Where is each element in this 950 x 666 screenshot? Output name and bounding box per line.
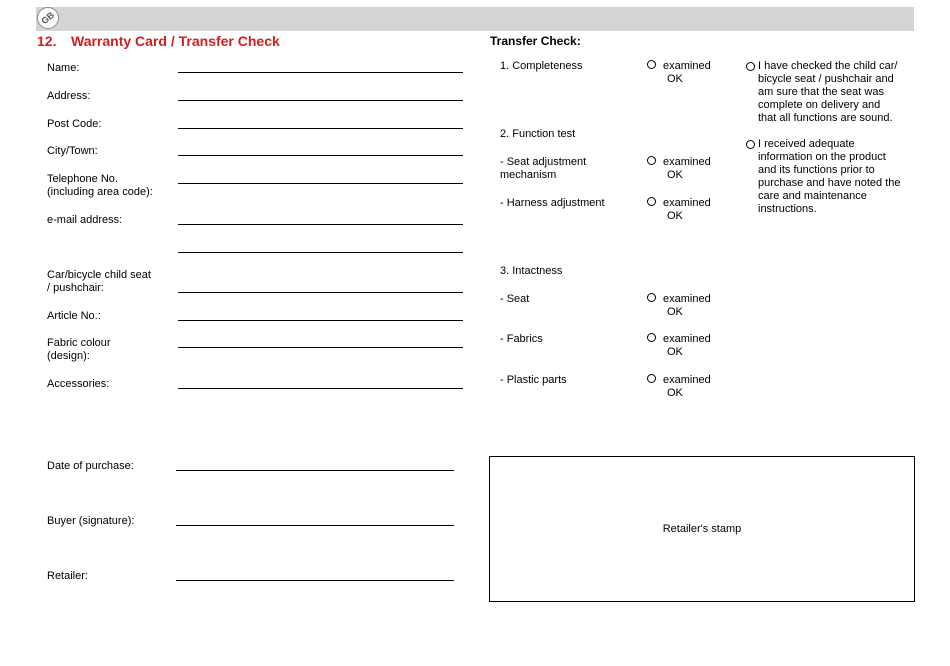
statement-checked-seat[interactable]: I have checked the child car/ bicycle seat / pushchair and am sure that the seat was complete on delivery and that all functions are sound. [746, 60, 916, 125]
seat-adjustment-label: - Seat adjustment [500, 156, 587, 168]
accessories-label: Accessories: [47, 378, 110, 390]
circle-checkbox-icon[interactable] [746, 62, 755, 71]
city-input-line[interactable] [178, 155, 463, 156]
telephone-label: Telephone No. [47, 173, 118, 185]
product-input-line[interactable] [178, 292, 463, 293]
telephone-label-note: (including area code): [47, 186, 153, 198]
fabric-colour-input-line[interactable] [178, 347, 463, 348]
statement-received-information[interactable]: I received adequate information on the product and its functions prior to purchase and have noted the care and maintenance instructions. [746, 138, 916, 216]
plastic-parts-checkbox[interactable]: examined OK [647, 374, 711, 400]
product-label-2: / pushchair: [47, 282, 104, 294]
buyer-signature-label: Buyer (signature): [47, 515, 135, 527]
harness-adjustment-checkbox[interactable]: examined OK [647, 197, 711, 223]
post-code-input-line[interactable] [178, 128, 463, 129]
completeness-heading: 1. Completeness [500, 60, 583, 72]
email-label: e-mail address: [47, 214, 123, 226]
header-bar [36, 7, 914, 31]
email-input-line-2[interactable] [178, 252, 463, 253]
plastic-parts-label: - Plastic parts [500, 374, 567, 386]
retailer-input-line[interactable] [176, 580, 454, 581]
retailer-stamp-label: Retailer's stamp [662, 523, 742, 535]
circle-checkbox-icon[interactable] [647, 374, 656, 383]
harness-adjustment-label: - Harness adjustment [500, 197, 605, 209]
seat-label: - Seat [500, 293, 530, 305]
date-of-purchase-label: Date of purchase: [47, 460, 134, 472]
transfer-check-title: Transfer Check: [490, 34, 581, 48]
circle-checkbox-icon[interactable] [647, 156, 656, 165]
accessories-input-line[interactable] [178, 388, 463, 389]
circle-checkbox-icon[interactable] [647, 293, 656, 302]
address-input-line[interactable] [178, 100, 463, 101]
fabric-colour-label-2: (design): [47, 350, 90, 362]
seat-adjustment-label-2: mechanism [500, 169, 557, 181]
circle-checkbox-icon[interactable] [647, 197, 656, 206]
email-input-line[interactable] [178, 224, 463, 225]
post-code-label: Post Code: [47, 118, 102, 130]
seat-adjustment-checkbox[interactable]: examined OK [647, 156, 711, 182]
section-number: 12. [37, 33, 57, 49]
seat-checkbox[interactable]: examined OK [647, 293, 711, 319]
article-no-label: Article No.: [47, 310, 101, 322]
product-label: Car/bicycle child seat [47, 269, 151, 281]
intactness-heading: 3. Intactness [500, 265, 563, 277]
retailer-label: Retailer: [47, 570, 88, 582]
fabrics-checkbox[interactable]: examined OK [647, 333, 711, 359]
circle-checkbox-icon[interactable] [647, 333, 656, 342]
retailer-stamp-box [489, 456, 915, 602]
name-input-line[interactable] [178, 72, 463, 73]
telephone-input-line[interactable] [178, 183, 463, 184]
fabric-colour-label: Fabric colour [47, 337, 111, 349]
city-label: City/Town: [47, 145, 98, 157]
circle-checkbox-icon[interactable] [746, 140, 755, 149]
address-label: Address: [47, 90, 91, 102]
fabrics-label: - Fabrics [500, 333, 543, 345]
completeness-checkbox[interactable]: examined OK [647, 60, 711, 86]
article-no-input-line[interactable] [178, 320, 463, 321]
name-label: Name: [47, 62, 80, 74]
page-title [37, 33, 280, 49]
date-of-purchase-input-line[interactable] [176, 470, 454, 471]
function-test-heading: 2. Function test [500, 128, 576, 140]
language-badge: GB [37, 7, 59, 29]
circle-checkbox-icon[interactable] [647, 60, 656, 69]
section-title: Warranty Card / Transfer Check [71, 33, 280, 49]
buyer-signature-input-line[interactable] [176, 525, 454, 526]
